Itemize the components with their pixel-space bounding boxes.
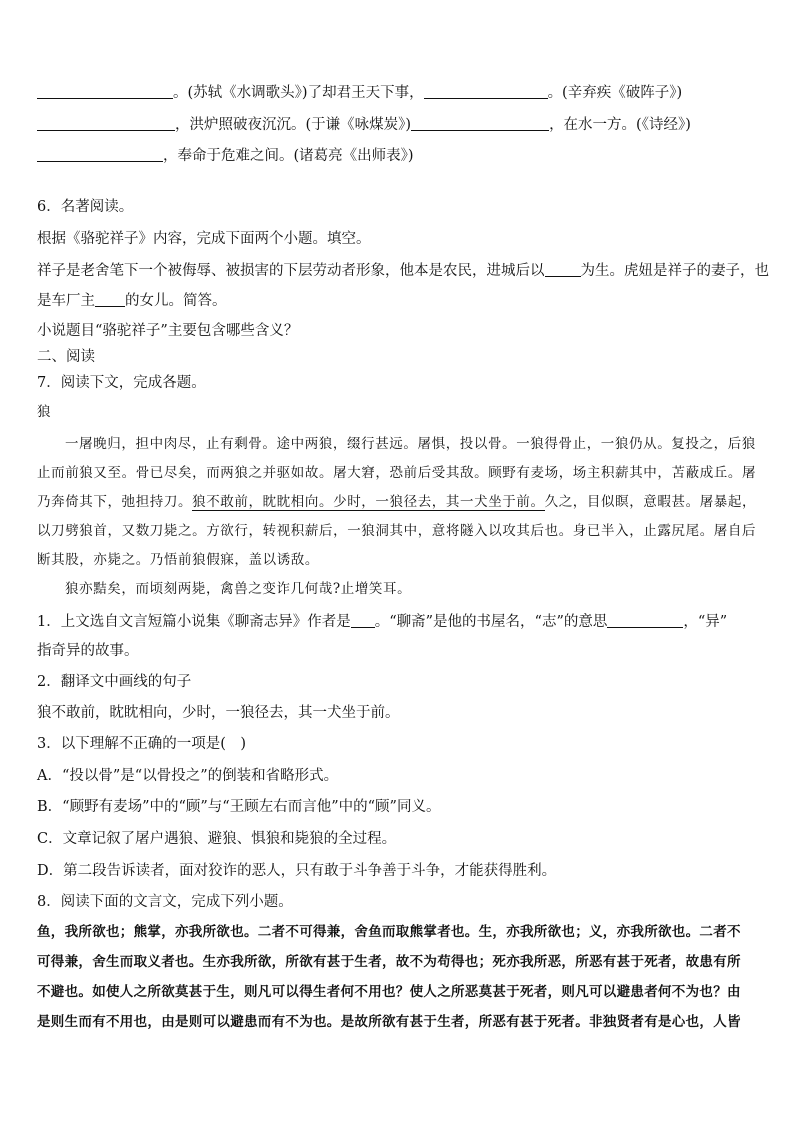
option-c: C．文章记叙了屠户遇狼、避狼、惧狼和毙狼的全过程。 [37,831,397,847]
passage-title: 狼 [37,404,52,420]
answer-blank[interactable] [95,292,125,307]
passage-line: 止而前狼又至。骨已尽矣，而两狼之并驱如故。屠大窘，恐前后受其敌。顾野有麦场，场主积薪其中，苫蔽成丘。屠 [37,465,757,481]
section-title: 二、阅读 [37,349,95,365]
passage-line: 乃奔倚其下，弛担持刀。狼不敢前，眈眈相向。少时，一狼径去，其一犬坐于前。久之，目似瞑，意暇甚。屠暴起， [37,494,757,510]
q8-passage-line: 是则生而有不用也，由是则可以避患而有不为也。是故所欲有甚于生者，所恶有甚于死者。非独贤者有是心也，人皆 [37,1014,741,1030]
passage-line: 以刀劈狼首，又数刀毙之。方欲行，转视积薪后，一狼洞其中，意将隧入以攻其后也。身已半入，止露尻尾。屠自后 [37,523,757,539]
answer-blank[interactable] [424,84,548,99]
q6-title: 6．名著阅读。 [37,199,134,215]
passage-line: 断其股，亦毙之。乃悟前狼假寐，盖以诱敌。 [37,552,319,568]
option-d: D．第二段告诉读者，面对狡诈的恶人，只有敢于斗争善于斗争，才能获得胜利。 [37,863,557,879]
poetry-line-1: 。(苏轼《水调歌头》)了却君王天下事， 。(辛弃疾《破阵子》) [37,84,682,101]
answer-blank[interactable] [411,116,549,131]
q8-passage-line: 不避也。如使人之所欲莫甚于生，则凡可以得生者何不用也？使人之所恶莫甚于死者，则凡可以避患者何不为也？由 [37,984,741,1000]
q7-sub2-sentence: 狼不敢前，眈眈相向，少时，一狼径去，其一犬坐于前。 [37,705,400,721]
passage-line: 狼亦黠矣，而顷刻两毙，禽兽之变诈几何哉?止增笑耳。 [65,581,412,597]
q7-sub1: 1．上文选自文言短篇小说集《聊斋志异》作者是 。“聊斋”是他的书屋名，“志”的意思 ，“异” [37,614,728,630]
option-a: A．“投以骨”是“以骨投之”的倒装和省略形式。 [37,768,339,784]
poetry-line-2: ，洪炉照破夜沉沉。(于谦《咏煤炭》) ，在水一方。(《诗经》) [37,116,691,133]
q6-question: 小说题目“骆驼祥子”主要包含哪些含义？ [37,323,299,339]
answer-blank[interactable] [607,613,683,628]
poetry-line-3: ，奉命于危难之间。(诸葛亮《出师表》) [37,147,414,164]
underlined-sentence: 狼不敢前，眈眈相向。少时，一狼径去，其一犬坐于前。 [192,494,545,510]
q7-sub1-cont: 指奇异的故事。 [37,643,139,659]
q7-sub3: 3．以下理解不正确的一项是( ) [37,736,247,752]
answer-blank[interactable] [37,84,173,99]
q8-passage-line: 可得兼，舍生而取义者也。生亦我所欲，所欲有甚于生者，故不为苟得也；死亦我所恶，所恶有甚于死者，故患有所 [37,954,741,970]
passage-line: 一屠晚归，担中肉尽，止有剩骨。途中两狼，缀行甚远。屠惧，投以骨。一狼得骨止，一狼仍从。复投之，后狼 [65,436,756,452]
q7-sub2: 2．翻译文中画线的句子 [37,674,192,690]
q6-intro: 根据《骆驼祥子》内容，完成下面两个小题。填空。 [37,231,371,247]
option-b: B．“顾野有麦场”中的“顾”与“王顾左右而言他”中的“顾”同义。 [37,799,441,815]
answer-blank[interactable] [37,116,175,131]
answer-blank[interactable] [37,147,163,162]
q6-fill-line-2: 是车厂主 的女儿。简答。 [37,293,227,309]
q7-title: 7．阅读下文，完成各题。 [37,375,206,391]
q8-title: 8．阅读下面的文言文，完成下列小题。 [37,894,293,910]
q6-fill-line-1: 祥子是老舍笔下一个被侮辱、被损害的下层劳动者形象，他本是农民，进城后以 为生。虎妞是祥子的妻子，也 [37,263,769,279]
answer-blank[interactable] [351,613,375,628]
q8-passage-line: 鱼，我所欲也；熊掌，亦我所欲也。二者不可得兼，舍鱼而取熊掌者也。生，亦我所欲也；义，亦我所欲也。二者不 [37,924,741,940]
answer-blank[interactable] [545,262,581,277]
